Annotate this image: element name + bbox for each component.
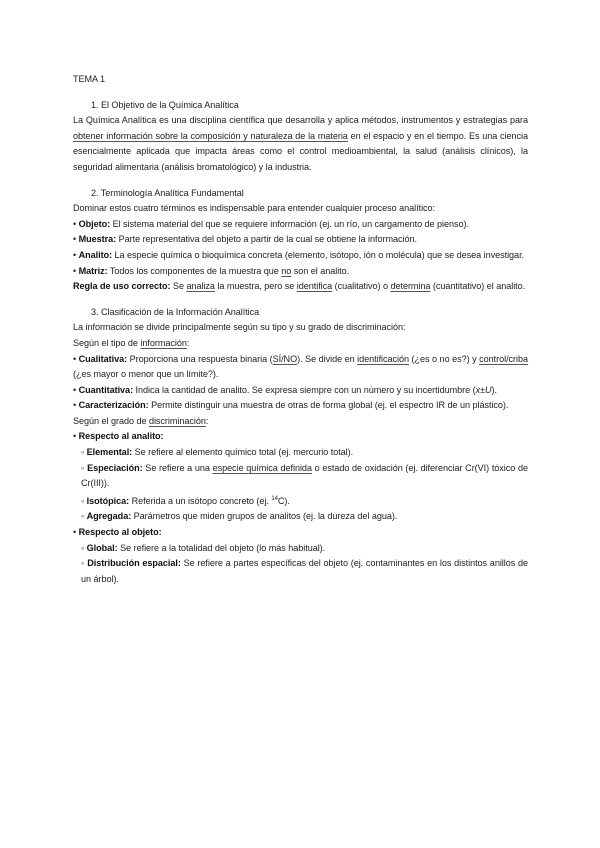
section-2-heading: 2. Terminología Analítica Fundamental	[91, 187, 244, 198]
by-type-label: Según el tipo de información:	[73, 337, 190, 348]
subitem-especiacion: ◦ Especiación: Se refiere a una especie química definida o estado de oxidación (ej. diferenciar Cr(VI) tóxico de Cr(III)).	[81, 462, 528, 489]
section-1-paragraph: La Química Analítica es una disciplina científica que desarrolla y aplica métodos, instrumentos y estrategias para obtener información sobre la composición y naturaleza de la materia en el espacio y en el tiempo. Es una ciencia esencialmente aplicada que impacta áreas como el control medioambiental, la salud (análisis clínicos), la seguridad alimentaria (análisis bromatológico) y la industria.	[73, 115, 528, 172]
section-2-intro: Dominar estos cuatro términos es indispensable para entender cualquier proceso analítico:	[73, 203, 436, 214]
term-objeto: • Objeto: El sistema material del que se requiere información (ej. un río, un cargamento de pienso).	[73, 218, 469, 229]
subitem-global: ◦ Global: Se refiere a la totalidad del objeto (lo más habitual).	[81, 542, 326, 553]
item-respecto-objeto: • Respecto al objeto:	[73, 527, 162, 538]
item-cualitativa: • Cualitativa: Proporciona una respuesta binaria (SÍ/NO). Se divide en identificación (¿es o no es?) y control/criba (¿es mayor o menor que un límite?).	[73, 353, 529, 380]
subitem-agregada: ◦ Agregada: Parámetros que miden grupos de analitos (ej. la dureza del agua).	[81, 511, 398, 522]
underlined-phrase: obtener información sobre la composición y naturaleza de la materia	[73, 130, 348, 141]
section-3-heading: 3. Clasificación de la Información Analítica	[91, 306, 260, 317]
subitem-elemental: ◦ Elemental: Se refiere al elemento químico total (ej. mercurio total).	[81, 447, 354, 458]
term-matriz: • Matriz: Todos los componentes de la muestra que no son el analito.	[73, 265, 350, 276]
item-caracterizacion: • Caracterización: Permite distinguir una muestra de otras de forma global (ej. el espectro IR de un plástico).	[73, 400, 509, 411]
item-respecto-analito: • Respecto al analito:	[73, 431, 164, 442]
topic-title: TEMA 1	[73, 74, 106, 84]
by-degree-label: Según el grado de discriminación:	[73, 415, 209, 426]
term-analito: • Analito: La especie química o bioquímica concreta (elemento, isótopo, ión o molécula) que se desea investigar.	[73, 249, 525, 260]
document-body	[73, 72, 528, 587]
item-cuantitativa: • Cuantitativa: Indica la cantidad de analito. Se expresa siempre con un número y su incertidumbre (x±U).	[73, 384, 498, 395]
term-muestra: • Muestra: Parte representativa del objeto a partir de la cual se obtiene la información.	[73, 234, 417, 245]
subitem-distribucion-espacial: ◦ Distribución espacial: Se refiere a partes específicas del objeto (ej. contaminantes en los distintos anillos de un árbol).	[81, 558, 529, 584]
subitem-isotopica: ◦ Isotópica: Referida a un isótopo concreto (ej. $^{14}$C).	[81, 495, 290, 506]
section-1-heading: 1. El Objetivo de la Química Analítica	[91, 99, 239, 110]
section-3-intro: La información se divide principalmente según su tipo y su grado de discriminación:	[73, 322, 406, 333]
usage-rule: Regla de uso correcto: Se analiza la muestra, pero se identifica (cualitativo) o determina (cuantitativo) el analito.	[73, 281, 526, 292]
